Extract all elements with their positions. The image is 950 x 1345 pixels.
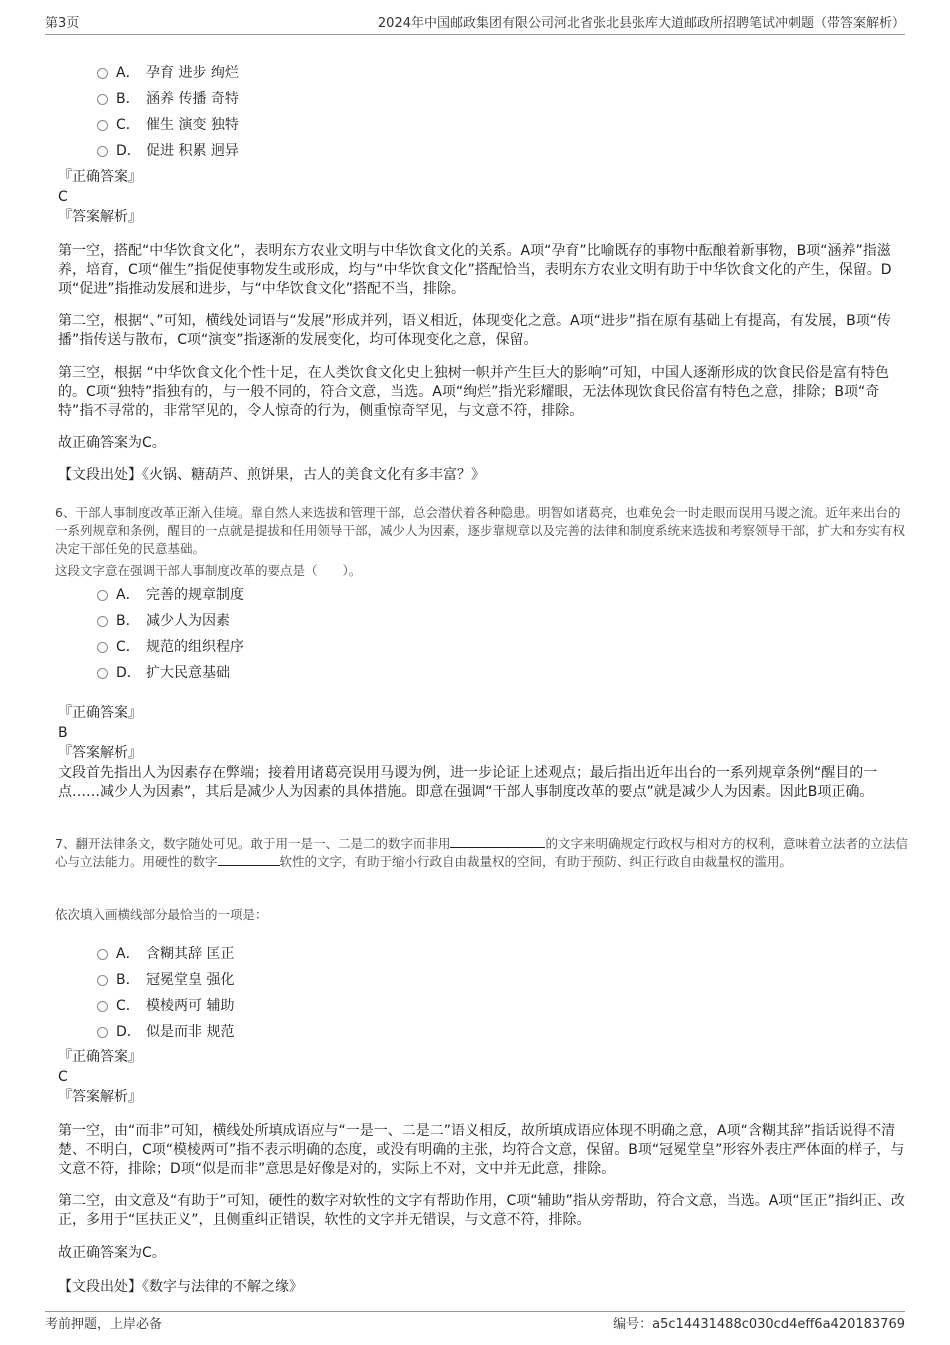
q6-answer: B xyxy=(58,725,68,741)
q5-option-c[interactable]: C． 催生 演变 独特 xyxy=(97,113,239,135)
q6-option-c[interactable]: C． 规范的组织程序 xyxy=(97,635,244,657)
q7-option-b[interactable]: B． 冠冕堂皇 强化 xyxy=(97,968,234,990)
radio-icon[interactable] xyxy=(97,590,108,601)
q5-analysis-p2: 第二空，根据“、”可知，横线处词语与“发展”形成并列，语义相近，体现变化之意。A项“进步”指在原有基础上有提高，有发展，B项“传播”指传送与散布，C项“演变”指逐渐的发展变化，均可体现变化之意，保留。 xyxy=(58,313,891,348)
document-code: 编号：a5c14431488c030cd4eff6a420183769 xyxy=(613,1317,905,1332)
q7-option-a[interactable]: A． 含糊其辞 匡正 xyxy=(97,942,234,964)
footer-divider xyxy=(45,1311,905,1312)
q5-source: 【文段出处】《火锅、糖葫芦、煎饼果，古人的美食文化有多丰富？》 xyxy=(58,467,485,483)
radio-icon[interactable] xyxy=(97,120,108,131)
q6-answer-label: 『正确答案』 xyxy=(58,705,142,721)
q6-analysis: 文段首先指出人为因素存在弊端；接着用诸葛亮误用马谡为例，进一步论证上述观点；最后指出近年出台的一系列规章条例“醒目的一点……减少人为因素”，其后是减少人为因素的具体措施。即意在强调“干部人事制度改革的要点”就是减少人为因素。因此B项正确。 xyxy=(58,765,878,800)
radio-icon[interactable] xyxy=(97,68,108,79)
q6-option-b[interactable]: B． 减少人为因素 xyxy=(97,609,230,631)
fill-blank-1[interactable] xyxy=(450,835,545,848)
radio-icon[interactable] xyxy=(97,975,108,986)
q6-option-a[interactable]: A． 完善的规章制度 xyxy=(97,583,244,605)
header-divider xyxy=(45,34,905,35)
q5-conclusion: 故正确答案为C。 xyxy=(58,435,166,451)
q7-analysis-p2: 第二空，由文意及“有助于”可知，硬性的数字对软性的文字有帮助作用，C项“辅助”指从旁帮助，符合文意，当选。A项“匡正”指纠正、改正，多用于“匡扶正义”，且侧重纠正错误，软性的文字并无错误，与文意不符，排除。 xyxy=(58,1193,905,1228)
q5-answer-label: 『正确答案』 xyxy=(58,169,142,185)
q5-option-a[interactable]: A． 孕育 进步 绚烂 xyxy=(97,61,239,83)
radio-icon[interactable] xyxy=(97,146,108,157)
q7-option-c[interactable]: C． 模棱两可 辅助 xyxy=(97,994,234,1016)
radio-icon[interactable] xyxy=(97,642,108,653)
page-number: 第3页 xyxy=(45,16,80,31)
radio-icon[interactable] xyxy=(97,94,108,105)
radio-icon[interactable] xyxy=(97,668,108,679)
q7-question: 依次填入画横线部分最恰当的一项是： xyxy=(55,907,268,922)
q7-stem: 7、翻开法律条文，数字随处可见。敢于用一是一、二是二的数字而非用 的文字来明确规定行政权与相对方的权利，意味着立法者的立法信心与立法能力。用硬性的数字 软性的文字，有助于缩小行政自由裁量权的空间，有助于预防、纠正行政自由裁量权的滥用。 xyxy=(55,836,908,869)
q6-option-d[interactable]: D． 扩大民意基础 xyxy=(97,661,230,683)
footer-slogan: 考前押题，上岸必备 xyxy=(45,1317,163,1332)
radio-icon[interactable] xyxy=(97,616,108,627)
q6-stem: 6、干部人事制度改革正渐入佳境。靠自然人来选拔和管理干部，总会潜伏着各种隐患。明智如诸葛亮，也难免会一时走眼而误用马谡之流。近年来出台的一系列规章和条例，醒目的一点就是提拔和任用领导干部，减少人为因素，逐步靠规章以及完善的法律和制度系统来选拔和考察领导干部，扩大和夯实有权决定干部任免的民意基础。 xyxy=(55,505,906,556)
q5-answer: C xyxy=(58,189,68,205)
radio-icon[interactable] xyxy=(97,1027,108,1038)
radio-icon[interactable] xyxy=(97,1001,108,1012)
radio-icon[interactable] xyxy=(97,949,108,960)
q6-analysis-label: 『答案解析』 xyxy=(58,745,142,761)
q7-source: 【文段出处】《数字与法律的不解之缘》 xyxy=(58,1279,303,1295)
q5-option-b[interactable]: B． 涵养 传播 奇特 xyxy=(97,87,239,109)
q5-analysis-p1: 第一空，搭配“中华饮食文化”，表明东方农业文明与中华饮食文化的关系。A项“孕育”比喻既存的事物中酝酿着新事物，B项“涵养”指滋养，培育，C项“催生”指促使事物发生或形成，均与“中华饮食文化”搭配恰当，表明东方农业文明有助于中华饮食文化的产生，保留。D项“促进”指推动发展和进步，与“中华饮食文化”搭配不当，排除。 xyxy=(58,243,892,297)
q6-question: 这段文字意在强调干部人事制度改革的要点是（ ）。 xyxy=(55,563,362,578)
q5-option-d[interactable]: D． 促进 积累 迥异 xyxy=(97,139,239,161)
document-title: 2024年中国邮政集团有限公司河北省张北县张库大道邮政所招聘笔试冲刺题（带答案解析） xyxy=(377,16,905,31)
q7-answer: C xyxy=(58,1069,68,1085)
q7-conclusion: 故正确答案为C。 xyxy=(58,1245,166,1261)
q7-answer-label: 『正确答案』 xyxy=(58,1049,142,1065)
q5-analysis-label: 『答案解析』 xyxy=(58,209,142,225)
q7-analysis-p1: 第一空，由“而非”可知，横线处所填成语应与“一是一、二是二”语义相反，故所填成语应体现不明确之意，A项“含糊其辞”指话说得不清楚、不明白，C项“模棱两可”指不表示明确的态度，或没有明确的主张，均符合文意，保留。B项“冠冕堂皇”形容外表庄严体面的样子，与文意不符，排除；D项“似是而非”意思是好像是对的，实际上不对，文中并无此意，排除。 xyxy=(58,1123,905,1177)
q7-option-d[interactable]: D． 似是而非 规范 xyxy=(97,1020,234,1042)
fill-blank-2[interactable] xyxy=(218,853,280,866)
q5-analysis-p3: 第三空，根据 “中华饮食文化个性十足，在人类饮食文化史上独树一帜并产生巨大的影响”可知，中国人逐渐形成的饮食民俗是富有特色的。C项“独特”指独有的，与一般不同的，符合文意，当选。A项“绚烂”指光彩耀眼，无法体现饮食民俗富有特色之意，排除；B项“奇特”指不寻常的，非常罕见的，令人惊奇的行为，侧重惊奇罕见，与文意不符，排除。 xyxy=(58,365,889,419)
q7-analysis-label: 『答案解析』 xyxy=(58,1089,142,1105)
